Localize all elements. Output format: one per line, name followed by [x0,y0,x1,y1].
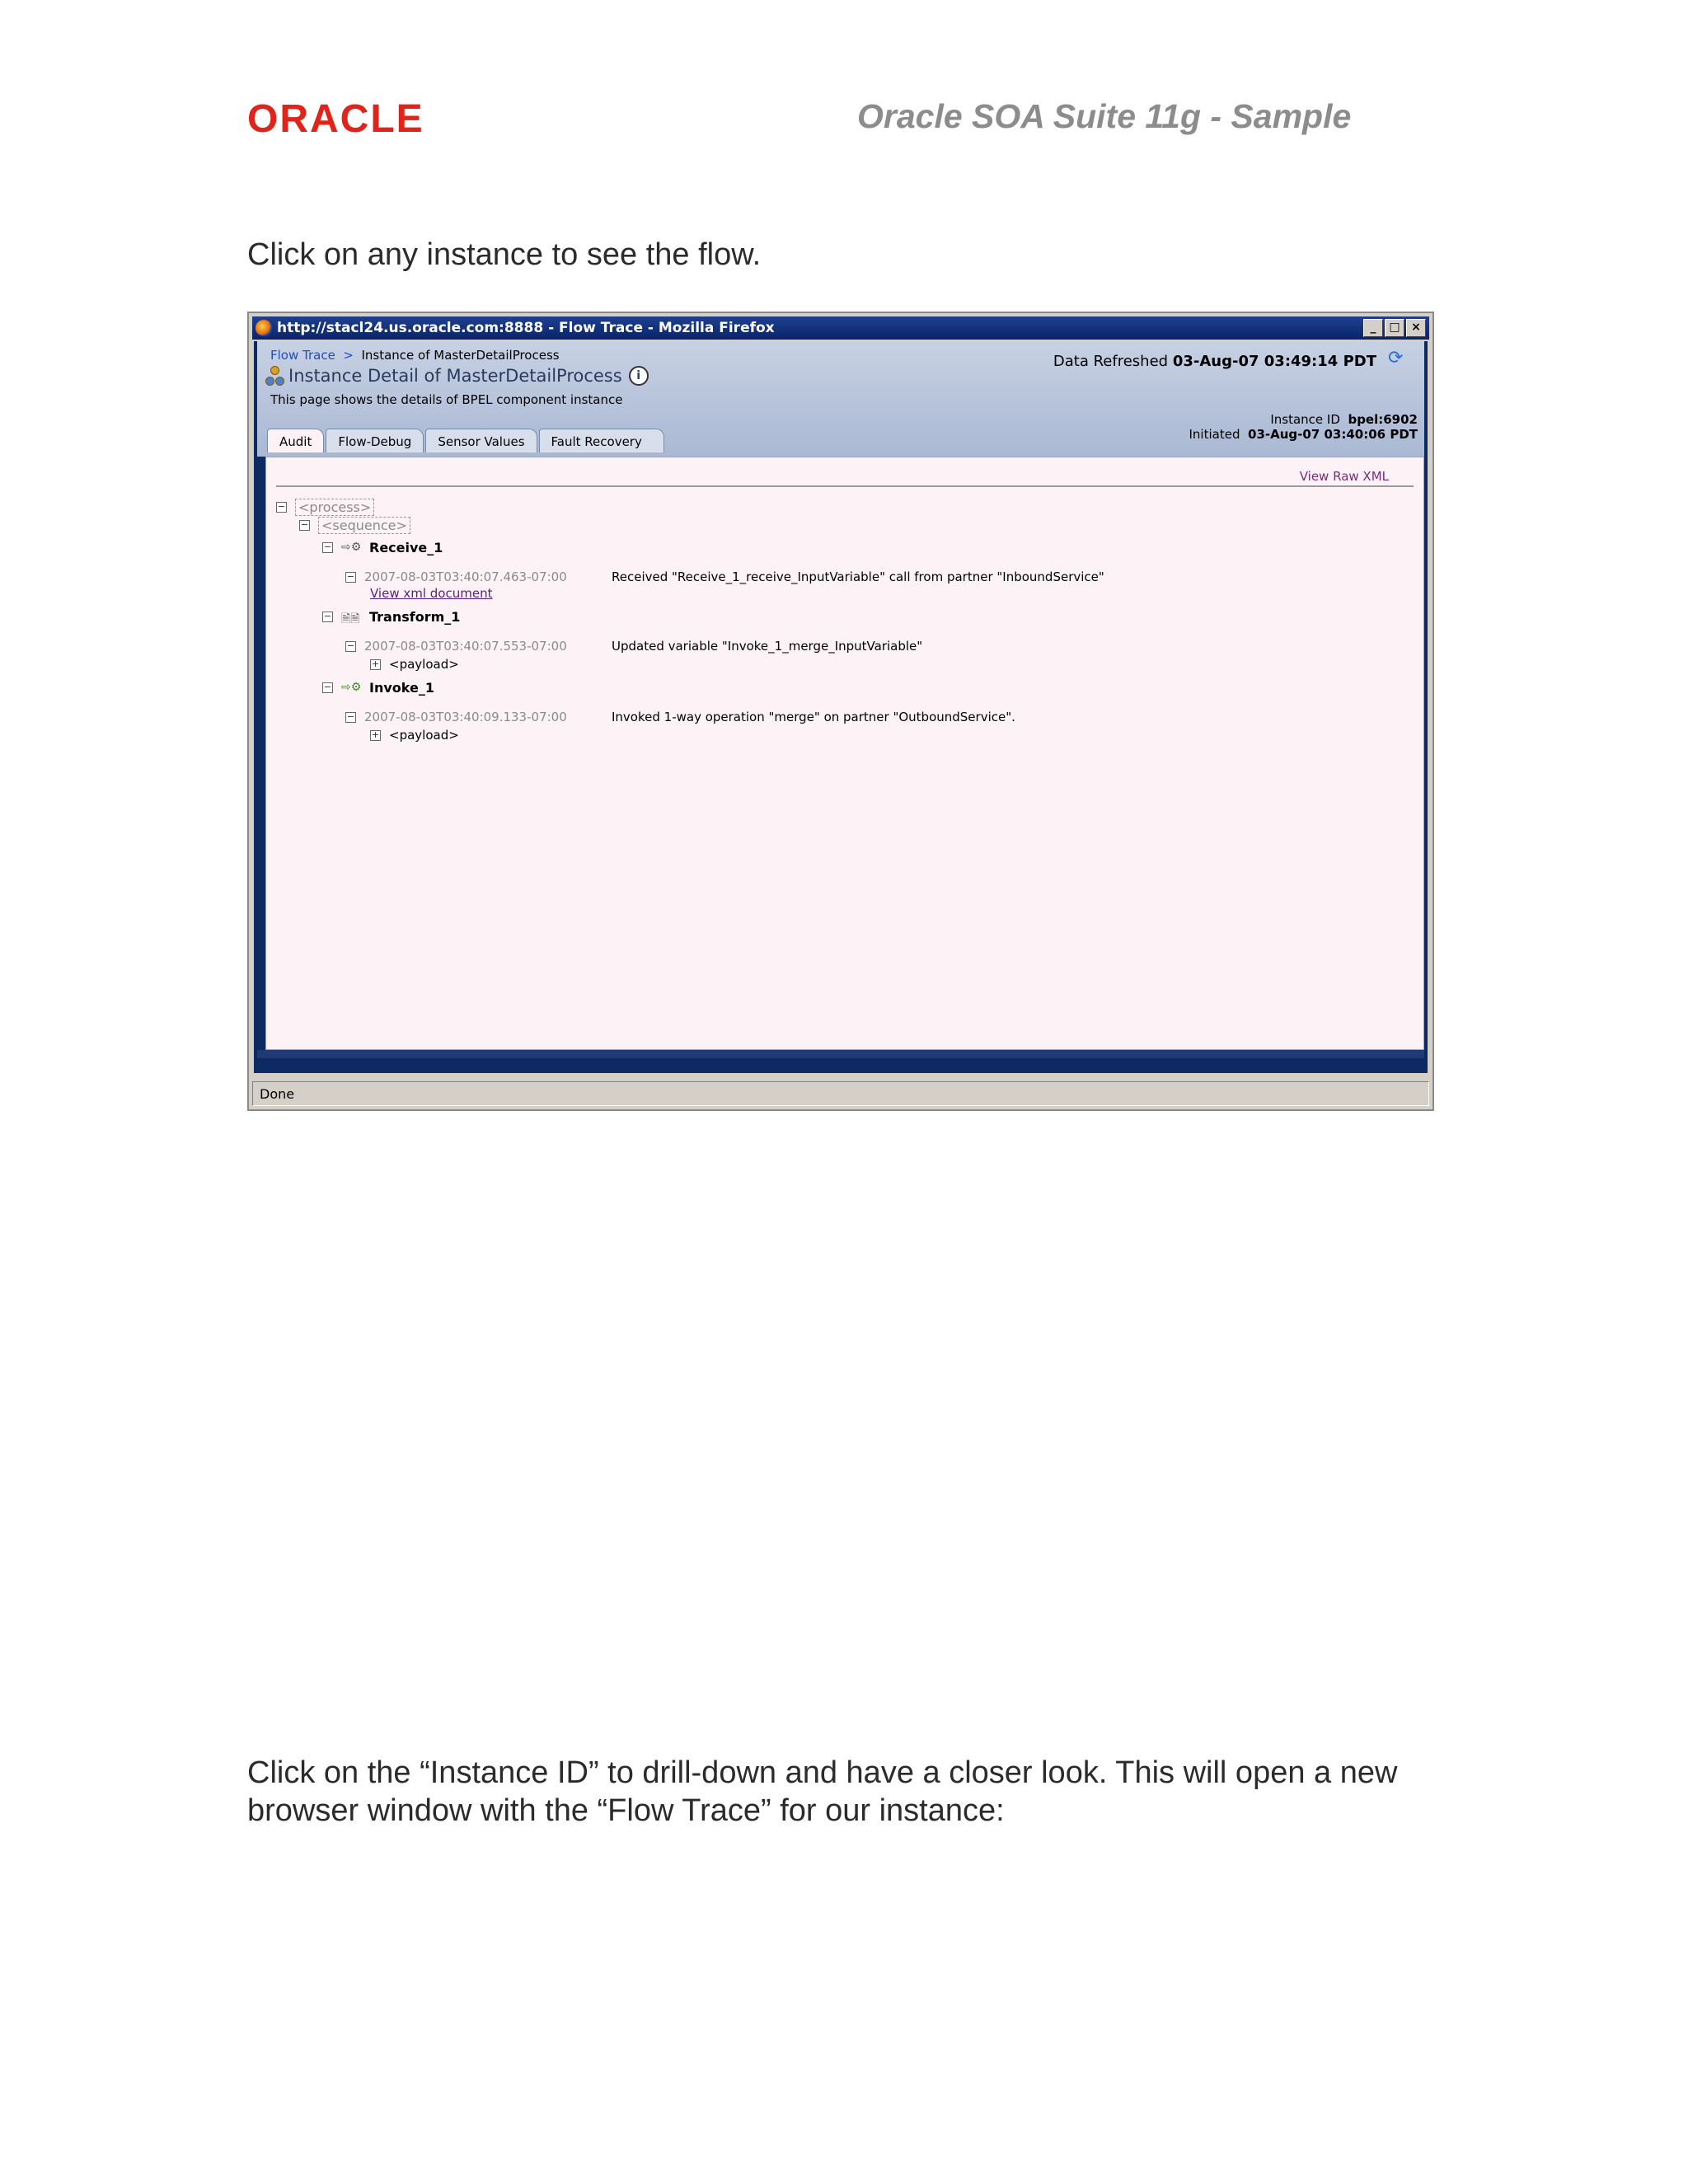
activity-receive [322,540,443,555]
payload-node[interactable]: <payload> [389,657,459,672]
initiated-label: Initiated [1189,427,1240,442]
tab-bar [267,429,664,452]
tab-sensor-values[interactable]: Sensor Values [425,429,537,452]
event-message: Received "Receive_1_receive_InputVariable" call from partner "InboundService" [612,569,1104,584]
data-refreshed [1053,353,1376,370]
tree-process [276,499,374,516]
activity-name: Transform_1 [369,609,461,625]
activity-transform-child [370,657,459,672]
collapse-icon[interactable]: − [300,519,309,530]
page-title-row [265,366,649,386]
event-message: Invoked 1-way operation "merge" on partner "OutboundService". [612,710,1015,724]
tab-fault-recovery[interactable]: Fault Recovery [539,429,664,452]
activity-name: Invoke_1 [369,680,434,696]
browser-viewport [254,341,1428,1073]
view-xml-document-link[interactable]: View xml document [370,586,493,601]
collapse-icon[interactable]: − [323,541,332,552]
collapse-icon[interactable]: − [346,710,355,722]
window-title: http://stacl24.us.oracle.com:8888 - Flow Trace - Mozilla Firefox [277,320,775,336]
close-icon[interactable]: × [1406,319,1426,337]
breadcrumb-separator: > [343,348,354,363]
payload-node[interactable]: <payload> [389,728,459,743]
maximize-icon[interactable]: □ [1385,319,1404,337]
process-node[interactable]: <process> [295,499,374,516]
initiated-value: 03-Aug-07 03:40:06 PDT [1248,427,1418,442]
collapse-icon[interactable]: − [323,682,332,692]
view-raw-xml-link[interactable]: View Raw XML [1299,469,1389,484]
event-timestamp: 2007-08-03T03:40:07.553-07:00 [364,639,567,654]
instance-id-value[interactable]: bpel:6902 [1348,412,1418,427]
expand-icon[interactable]: + [371,658,380,669]
data-refreshed-value: 03-Aug-07 03:49:14 PDT [1172,353,1376,370]
tree-sequence [299,517,410,534]
activity-name: Receive_1 [369,540,443,555]
horizontal-scrollbar[interactable] [257,1050,1424,1058]
refresh-icon[interactable]: ⟳ [1388,348,1404,368]
invoke-gear-icon: ⇨⚙ [341,680,362,694]
activity-transform-event [345,639,922,654]
instance-id [1270,412,1418,427]
tab-flow-debug[interactable]: Flow-Debug [326,429,424,452]
initiated [1189,427,1418,442]
intro-text: Click on any instance to see the flow. [247,237,762,272]
oracle-logo [247,97,486,138]
expand-icon[interactable]: + [371,729,380,740]
oracle-logo-text: ORACLE [247,97,424,138]
minimize-icon[interactable]: _ [1363,319,1383,337]
activity-invoke [322,680,434,696]
tab-audit[interactable]: Audit [267,429,324,452]
process-icon [265,366,284,386]
instance-header [257,341,1424,457]
collapse-icon[interactable]: − [346,640,355,651]
activity-transform [322,609,460,625]
event-timestamp: 2007-08-03T03:40:07.463-07:00 [364,569,567,584]
activity-receive-child [370,586,492,601]
activity-receive-event [345,569,1104,584]
breadcrumb-current: Instance of MasterDetailProcess [361,348,560,363]
breadcrumb [270,348,560,363]
data-refreshed-label: Data Refreshed [1053,353,1169,370]
receive-gear-icon: ⇨⚙ [341,540,362,554]
event-timestamp: 2007-08-03T03:40:09.133-07:00 [364,710,567,724]
firefox-icon [256,320,272,336]
info-icon[interactable]: i [629,366,649,386]
collapse-icon[interactable]: − [277,501,286,512]
collapse-icon[interactable]: − [346,570,355,582]
divider [276,485,1414,487]
activity-invoke-event [345,710,1015,724]
activity-invoke-child [370,728,459,743]
document-header-title: Oracle SOA Suite 11g - Sample [857,97,1352,135]
collapse-icon[interactable]: − [323,611,332,621]
transform-document-icon: 🗎🗎 [341,612,360,626]
page-description: This page shows the details of BPEL component instance [270,392,623,407]
page-title: Instance Detail of MasterDetailProcess [288,366,622,386]
audit-content [265,457,1424,1050]
event-message: Updated variable "Invoke_1_merge_InputVariable" [612,639,923,654]
window-titlebar [252,316,1429,340]
closing-text: Click on the “Instance ID” to drill-down and have a closer look. This will open a new browser window with the “Flow Trace” for our instance: [247,1755,1398,1828]
breadcrumb-flow-trace[interactable]: Flow Trace [270,348,335,363]
browser-window [247,312,1434,1111]
instance-id-label: Instance ID [1270,412,1340,427]
sequence-node[interactable]: <sequence> [318,517,410,534]
status-bar: Done [252,1081,1429,1106]
